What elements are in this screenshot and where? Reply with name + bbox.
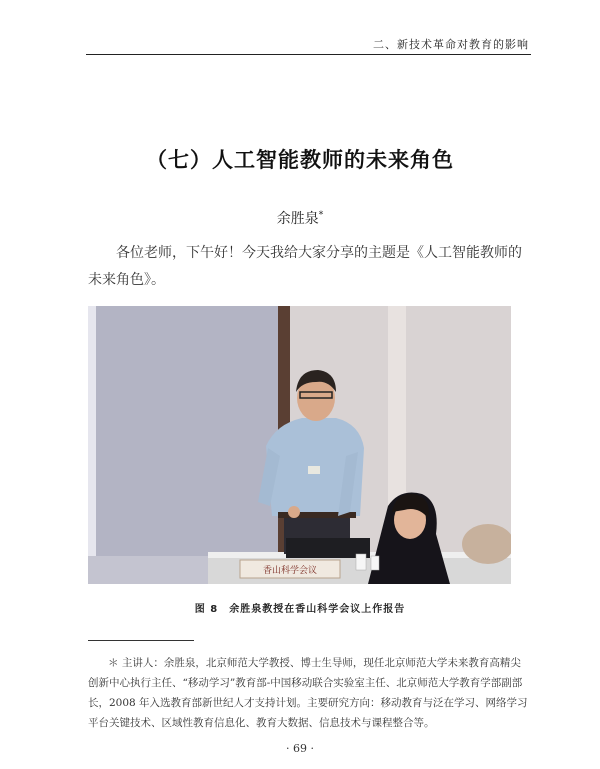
speaker-photo-illustration [88,306,511,584]
running-header [86,34,531,55]
author-line [0,208,600,228]
figure-caption: 图 8 余胜泉教授在香山科学会议上作报告 [194,604,406,615]
running-header-title: 二、新技术革命对教育的影响 [373,38,529,51]
author-name: 余胜泉 [276,211,319,227]
intro-paragraph: 各位老师，下午好！今天我给大家分享的主题是《人工智能教师的未来角色》。 [88,245,522,288]
page-number: · 69 · [286,742,314,755]
nameplate-label: 香山科学会议 [262,566,318,576]
figure-photo [88,306,511,584]
footnote-text: ＊ 主讲人：余胜泉，北京师范大学教授、博士生导师，现任北京师范大学未来教育高精尖创新中心执行主任、“移动学习”教育部-中国移动联合实验室主任、北京师范大学教育学部副部长，2008 年入选教育部新世纪人才支持计划。主要研究方向：移动教育与泛在学习、网络学习平台关键技术、区域性教育信息化、教育大数据、信息技术与课程整合等。 [88,657,528,729]
author-footnote-mark: * [318,210,324,221]
article-title: （七）人工智能教师的未来角色 [146,148,454,172]
footnote-divider [88,640,194,641]
